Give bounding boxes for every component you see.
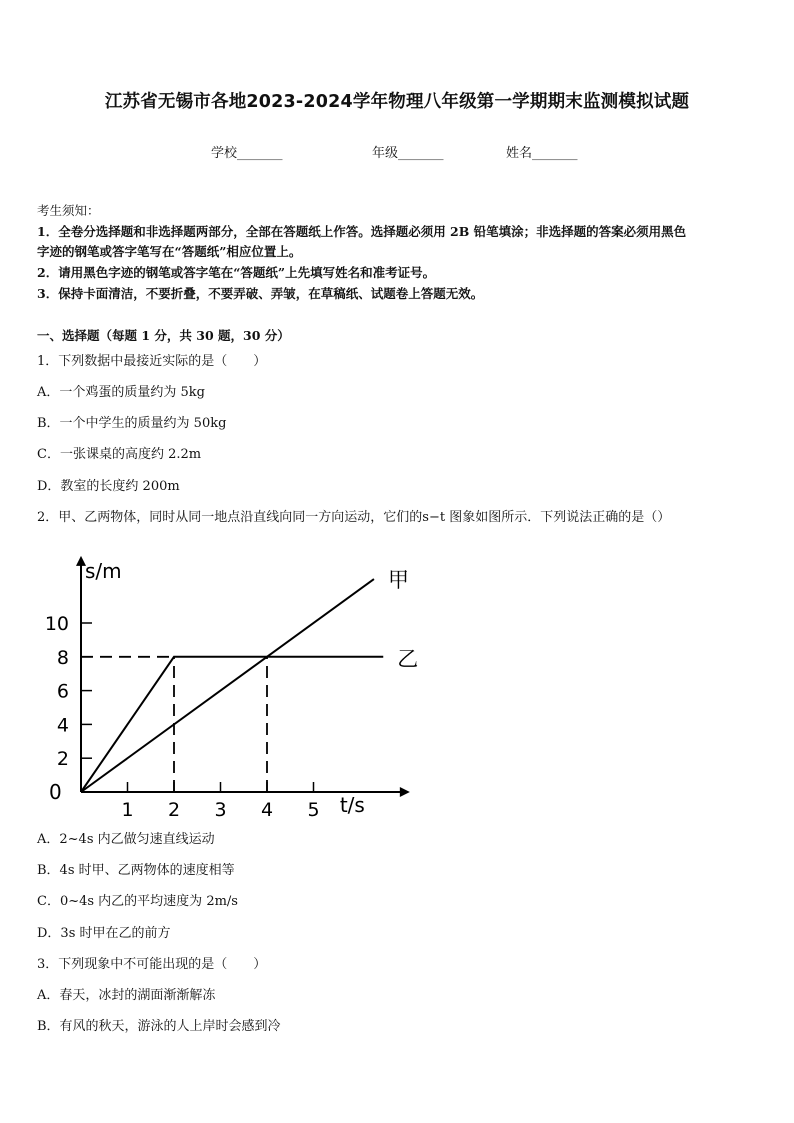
y-tick-label: 6 xyxy=(56,680,69,703)
y-tick-label: 10 xyxy=(44,613,69,635)
q3-option-a: A．春天，冰封的湖面渐渐解冻 xyxy=(37,988,216,1003)
notice-item-1: 1．全卷分选择题和非选择题两部分，全部在答题纸上作答。选择题必须用 2B 铅笔填涂；非选择题的答案必须用黑色 xyxy=(37,224,687,239)
q2-option-b: B．4s 时甲、乙两物体的速度相等 xyxy=(37,863,235,878)
q1-stem: 1．下列数据中最接近实际的是（ ） xyxy=(37,354,267,369)
q2-stem: 2．甲、乙两物体，同时从同一地点沿直线向同一方向运动，它们的s−t 图象如图所示．下列说法正确的是（） xyxy=(37,510,671,525)
page-title: 江苏省无锡市各地2023-2024学年物理八年级第一学期期末监测模拟试题 xyxy=(104,92,690,112)
y-tick-label: 2 xyxy=(56,748,69,771)
x-tick-label: 2 xyxy=(167,799,181,821)
notice-item-2: 2．请用黑色字迹的钢笔或答字笔在“答题纸”上先填写姓名和准考证号。 xyxy=(37,265,436,280)
series-label-jia: 甲 xyxy=(387,568,409,593)
series-line-jia xyxy=(81,579,374,792)
section-heading: 一、选择题（每题 1 分，共 30 题，30 分） xyxy=(37,328,290,343)
name-field: 姓名_______ xyxy=(506,146,578,161)
series-label-yi: 乙 xyxy=(397,646,419,671)
x-axis-label: t/s xyxy=(339,793,365,817)
st-graph xyxy=(30,545,450,830)
school-field: 学校_______ xyxy=(211,146,283,161)
notice-item-1-cont: 字迹的钢笔或答字笔写在“答题纸”相应位置上。 xyxy=(37,244,302,259)
q1-option-b: B．一个中学生的质量约为 50kg xyxy=(37,416,227,431)
x-tick-label: 3 xyxy=(214,799,227,821)
x-axis-arrow xyxy=(400,787,410,797)
q2-option-c: C．0~4s 内乙的平均速度为 2m/s xyxy=(37,894,238,909)
x-tick-label: 1 xyxy=(121,799,134,821)
q1-option-c: C．一张课桌的高度约 2.2m xyxy=(37,447,202,462)
x-tick-label: 4 xyxy=(260,799,274,821)
q1-option-d: D．教室的长度约 200m xyxy=(37,479,180,494)
grade-field: 年级_______ xyxy=(372,146,444,161)
origin-label: 0 xyxy=(49,780,62,804)
q1-option-a: A．一个鸡蛋的质量约为 5kg xyxy=(37,385,205,400)
q2-option-a: A．2~4s 内乙做匀速直线运动 xyxy=(37,832,215,847)
notice-heading: 考生须知： xyxy=(37,203,100,218)
y-axis-label: s/m xyxy=(85,558,122,583)
series-line-yi xyxy=(81,657,383,792)
y-tick-label: 4 xyxy=(56,714,69,737)
y-tick-label: 8 xyxy=(56,646,69,669)
q2-option-d: D．3s 时甲在乙的前方 xyxy=(37,926,171,941)
q3-option-b: B．有风的秋天，游泳的人上岸时会感到冷 xyxy=(37,1019,281,1034)
q3-stem: 3．下列现象中不可能出现的是（ ） xyxy=(37,957,267,972)
x-tick-label: 5 xyxy=(307,799,320,821)
notice-item-3: 3．保持卡面清洁，不要折叠，不要弄破、弄皱，在草稿纸、试题卷上答题无效。 xyxy=(37,286,484,301)
